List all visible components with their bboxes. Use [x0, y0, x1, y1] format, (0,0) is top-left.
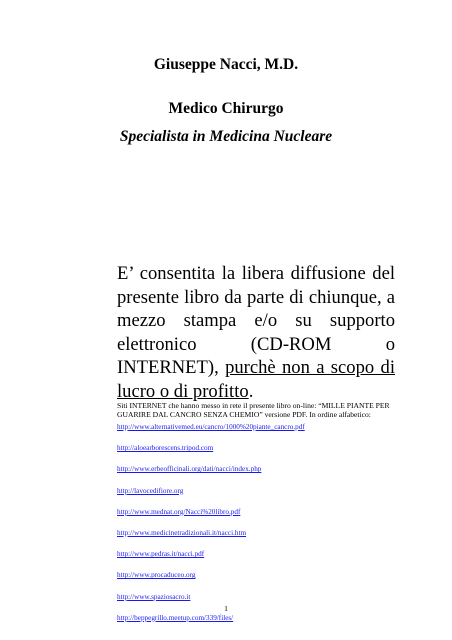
website-link[interactable]: http://www.medicinetradizionali.it/nacci.htm [117, 528, 247, 537]
list-item [117, 508, 397, 529]
websites-intro: Siti INTERNET che hanno messo in rete il presente libro on-line: “MILLE PIANTE PER GUARIRE DAL CANCRO SENZA CHEMIO” versione PDF. In ordine alfabetico: [117, 401, 390, 420]
website-link[interactable]: http://lavocedifiore.org [117, 486, 184, 495]
list-item [117, 423, 397, 444]
list-item [117, 465, 397, 486]
distribution-notice [117, 262, 395, 404]
notice-text-end: . [248, 380, 254, 402]
list-item [117, 487, 397, 508]
website-link[interactable]: http://beppegrillo.meetup.com/339/files/ [117, 613, 234, 622]
website-link[interactable]: http://www.alternativemed.eu/cancro/1000%20piante_cancro.pdf [117, 423, 305, 431]
author-specialty: Specialista in Medicina Nucleare [119, 128, 333, 145]
author-name: Giuseppe Nacci, M.D. [153, 56, 299, 73]
list-item [117, 529, 397, 550]
website-link[interactable]: http://aloearborescens.tripod.com [117, 444, 214, 453]
website-link[interactable]: http://www.erbeofficinali.org/dati/nacci/index.php [117, 465, 262, 474]
website-link[interactable]: http://www.spaziosacro.it [117, 592, 191, 601]
notice-text: E’ consentita la libera diffusione del presente libro da parte di chiunque, a mezzo stampa e/o su supporto elettronico (CD-ROM o INTERNET), [117, 263, 395, 379]
list-item [117, 444, 397, 465]
page-number: 1 [224, 604, 228, 613]
website-link[interactable]: http://www.mednat.org/Nacci%20libro.pdf [117, 507, 241, 516]
notice-underlined-text: purchè non a scopo di lucro o di profitto [117, 357, 395, 402]
author-role: Medico Chirurgo [168, 100, 284, 117]
website-link[interactable]: http://www.procaduceo.org [117, 571, 196, 580]
website-link[interactable]: http://www.pedras.it/nacci.pdf [117, 550, 205, 559]
list-item [117, 571, 397, 592]
list-item [117, 550, 397, 571]
list-item [117, 614, 397, 635]
